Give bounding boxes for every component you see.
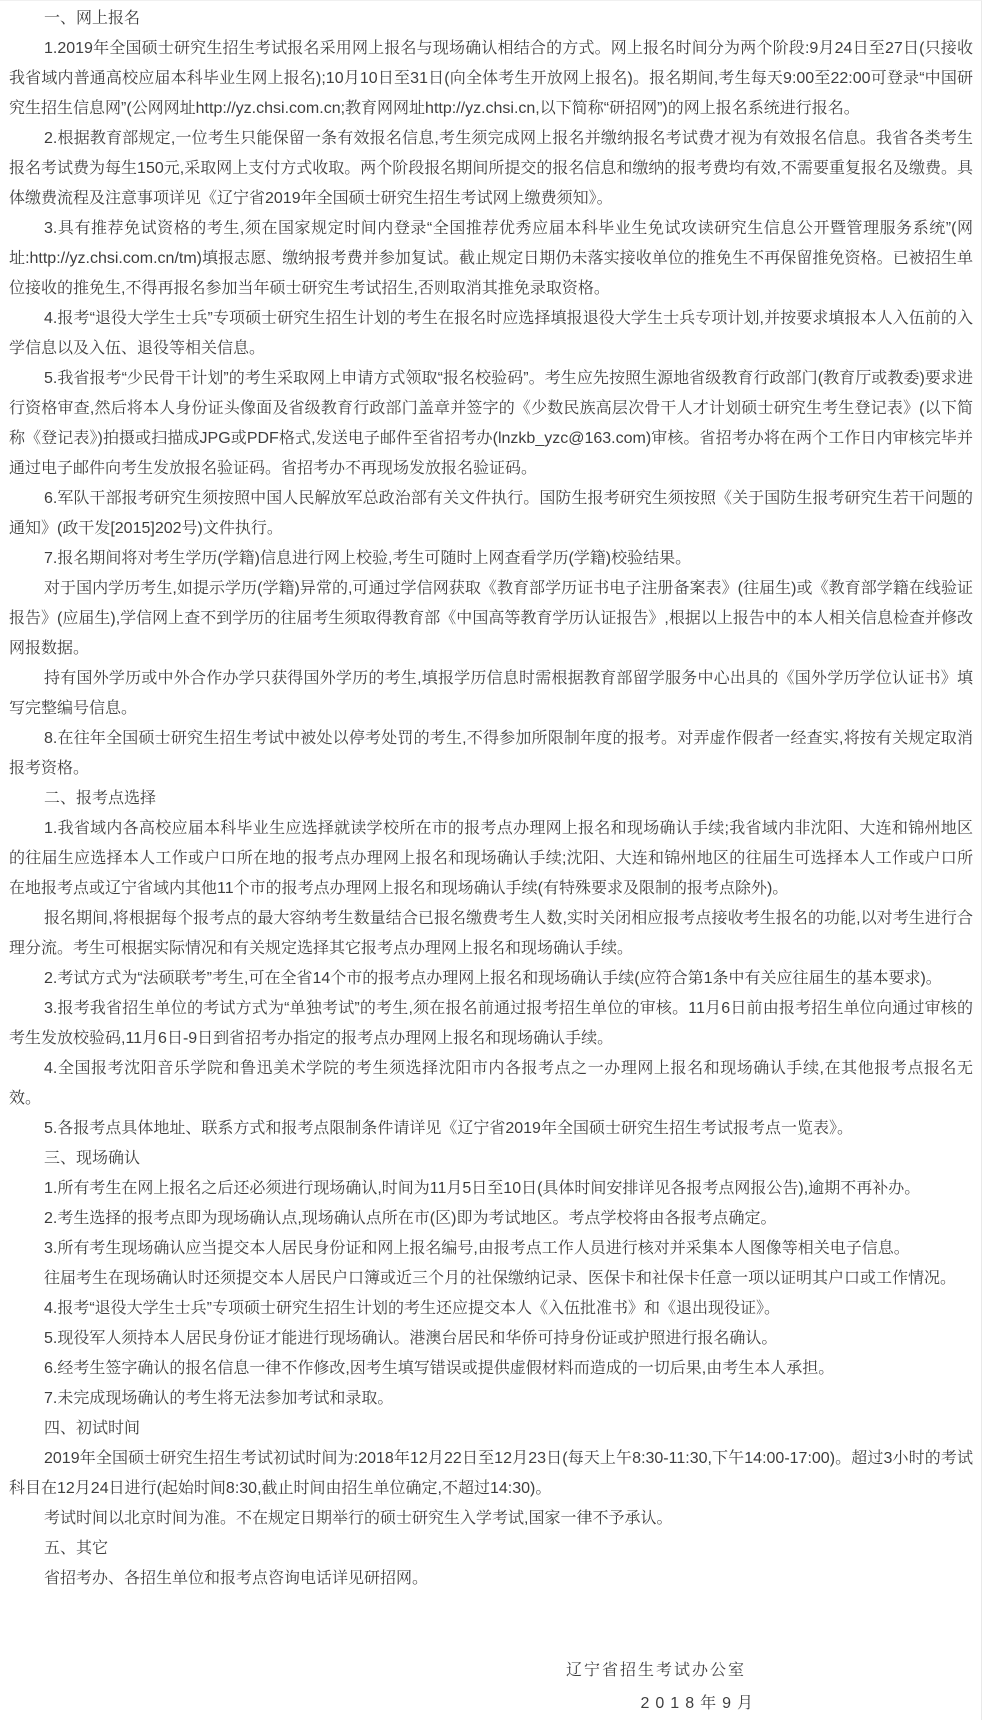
paragraph: 3.报考我省招生单位的考试方式为“单独考试”的考生,须在报名前通过报考招生单位的审核。11月6日前由报考招生单位向通过审核的考生发放校验码,11月6日-9日到省招考办指定的报考点办理网上报名和现场确认手续。 [9,1000,973,1047]
paragraph: 5.各报考点具体地址、联系方式和报考点限制条件请详见《辽宁省2019年全国硕士研究生招生考试报考点一览表》。 [44,1120,853,1137]
paragraph: 对于国内学历考生,如提示学历(学籍)异常的,可通过学信网获取《教育部学历证书电子注册备案表》(往届生)或《教育部学籍在线验证报告》(应届生),学信网上查不到学历的往届考生须取得教育部《中国高等教育学历认证报告》,根据以上报告中的本人相关信息检查并修改网报数据。 [9,580,973,657]
paragraph: 考试时间以北京时间为准。不在规定日期举行的硕士研究生入学考试,国家一律不予承认。 [44,1510,673,1527]
signature-date: 2018年9月 [640,1695,759,1712]
paragraph: 5.我省报考“少民骨干计划”的考生采取网上申请方式领取“报名校验码”。考生应先按照生源地省级教育行政部门(教育厅或教委)要求进行资格审查,然后将本人身份证头像面及省级教育行政部门盖章并签字的《少数民族高层次骨干人才计划硕士研究生考生登记表》(以下简称《登记表》)拍摄或扫描成JPG或PDF格式,发送电子邮件至省招考办(lnzkb_yzc@163.com)审核。省招考办将在两个工作日内审核完毕并通过电子邮件向考生发放报名验证码。省招考办不再现场发放报名验证码。 [9,370,973,477]
section-heading-other: 五、其它 [44,1540,109,1557]
paragraph: 报名期间,将根据每个报考点的最大容纳考生数量结合已报名缴费考生人数,实时关闭相应报考点接收考生报名的功能,以对考生进行合理分流。考生可根据实际情况和有关规定选择其它报考点办理网上报名和现场确认手续。 [9,910,973,957]
paragraph: 省招考办、各招生单位和报考点咨询电话详见研招网。 [44,1570,429,1587]
paragraph: 3.所有考生现场确认应当提交本人居民身份证和网上报名编号,由报考点工作人员进行核对并采集本人图像等相关电子信息。 [44,1240,910,1257]
signature-organization: 辽宁省招生考试办公室 [565,1662,746,1679]
paragraph: 持有国外学历或中外合作办学只获得国外学历的考生,填报学历信息时需根据教育部留学服务中心出具的《国外学历学位认证书》填写完整编号信息。 [9,670,973,717]
paragraph: 1.我省域内各高校应届本科毕业生应选择就读学校所在市的报考点办理网上报名和现场确认手续;我省域内非沈阳、大连和锦州地区的往届生应选择本人工作或户口所在地的报考点办理网上报名和现场确认手续;沈阳、大连和锦州地区的往届生可选择本人工作或户口所在地报考点或辽宁省域内其他11个市的报考点办理网上报名和现场确认手续(有特殊要求及限制的报考点除外)。 [9,820,973,897]
paragraph: 2.考生选择的报考点即为现场确认点,现场确认点所在市(区)即为考试地区。考点学校将由各报考点确定。 [44,1210,777,1227]
paragraph: 4.报考“退役大学生士兵”专项硕士研究生招生计划的考生在报名时应选择填报退役大学生士兵专项计划,并按要求填报本人入伍前的入学信息以及入伍、退役等相关信息。 [9,310,973,357]
section-heading-onsite-confirmation: 三、现场确认 [44,1150,141,1167]
paragraph: 2.根据教育部规定,一位考生只能保留一条有效报名信息,考生须完成网上报名并缴纳报名考试费才视为有效报名信息。我省各类考生报名考试费为每生150元,采取网上支付方式收取。两个阶段报名期间所提交的报名信息和缴纳的报考费均有效,不需要重复报名及缴费。具体缴费流程及注意事项详见《辽宁省2019年全国硕士研究生招生考试网上缴费须知》。 [9,130,973,207]
paragraph: 7.未完成现场确认的考生将无法参加考试和录取。 [44,1390,394,1407]
section-heading-exam-site-selection: 二、报考点选择 [44,790,157,807]
paragraph: 1.2019年全国硕士研究生招生考试报名采用网上报名与现场确认相结合的方式。网上报名时间分为两个阶段:9月24日至27日(只接收我省域内普通高校应届本科毕业生网上报名);10月10日至31日(向全体考生开放网上报名)。报名期间,考生每天9:00至22:00可登录“中国研究生招生信息网”(公网网址http://yz.chsi.com.cn;教育网网址http://yz.chsi.cn,以下简称“研招网”)的网上报名系统进行报名。 [9,40,973,117]
paragraph: 1.所有考生在网上报名之后还必须进行现场确认,时间为11月5日至10日(具体时间安排详见各报考点网报公告),逾期不再补办。 [44,1180,921,1197]
paragraph: 6.经考生签字确认的报名信息一律不作修改,因考生填写错误或提供虚假材料而造成的一切后果,由考生本人承担。 [44,1360,835,1377]
paragraph: 4.报考“退役大学生士兵”专项硕士研究生招生计划的考生还应提交本人《入伍批准书》和《退出现役证》。 [44,1300,781,1317]
paragraph: 4.全国报考沈阳音乐学院和鲁迅美术学院的考生须选择沈阳市内各报考点之一办理网上报名和现场确认手续,在其他报考点报名无效。 [9,1060,973,1107]
paragraph: 5.现役军人须持本人居民身份证才能进行现场确认。港澳台居民和华侨可持身份证或护照进行报名确认。 [44,1330,778,1347]
paragraph: 8.在往年全国硕士研究生招生考试中被处以停考处罚的考生,不得参加所限制年度的报考。对弄虚作假者一经查实,将按有关规定取消报考资格。 [9,730,973,777]
paragraph: 往届考生在现场确认时还须提交本人居民户口簿或近三个月的社保缴纳记录、医保卡和社保卡任意一项以证明其户口或工作情况。 [44,1270,957,1287]
paragraph: 2019年全国硕士研究生招生考试初试时间为:2018年12月22日至12月23日(每天上午8:30-11:30,下午14:00-17:00)。超过3小时的考试科目在12月24日进行(起始时间8:30,截止时间由招生单位确定,不超过14:30)。 [9,1450,973,1497]
paragraph: 7.报名期间将对考生学历(学籍)信息进行网上校验,考生可随时上网查看学历(学籍)校验结果。 [44,550,692,567]
paragraph: 3.具有推荐免试资格的考生,须在国家规定时间内登录“全国推荐优秀应届本科毕业生免试攻读研究生信息公开暨管理服务系统”(网址:http://yz.chsi.com.cn/tm)填报志愿、缴纳报考费并参加复试。截止规定日期仍未落实接收单位的推免生不再保留推免资格。已被招生单位接收的推免生,不得再报名参加当年硕士研究生考试招生,否则取消其推免录取资格。 [9,220,973,297]
paragraph: 2.考试方式为“法硕联考”考生,可在全省14个市的报考点办理网上报名和现场确认手续(应符合第1条中有关应往届生的基本要求)。 [44,970,942,987]
section-heading-online-registration: 一、网上报名 [44,10,141,27]
paragraph: 6.军队干部报考研究生须按照中国人民解放军总政治部有关文件执行。国防生报考研究生须按照《关于国防生报考研究生若干问题的通知》(政干发[2015]202号)文件执行。 [9,490,973,537]
section-heading-initial-exam-time: 四、初试时间 [44,1420,141,1437]
signature-block [0,1654,981,1720]
